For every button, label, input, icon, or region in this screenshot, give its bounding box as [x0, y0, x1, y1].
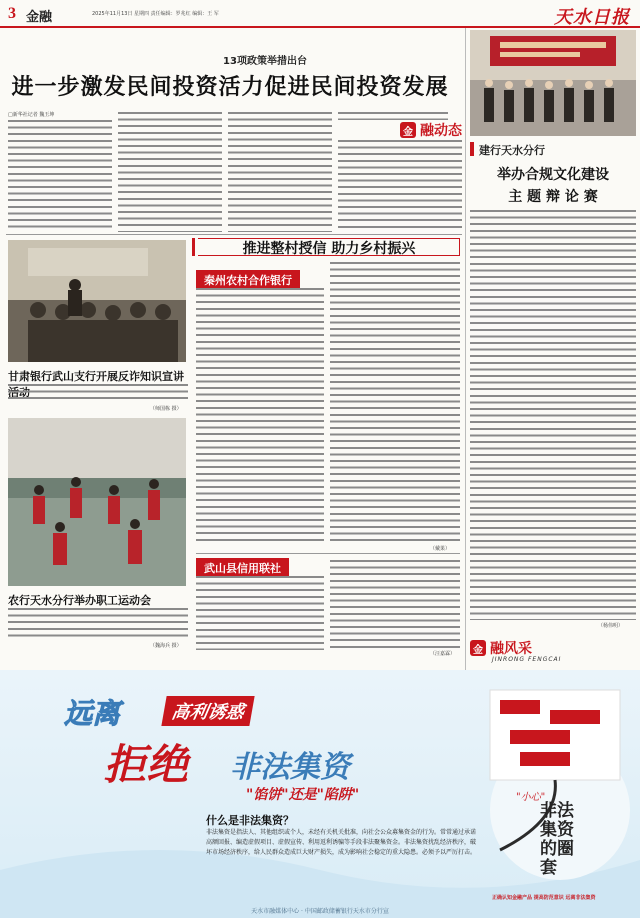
photo-debate-contest [470, 30, 636, 136]
fengcai-label: 融风采 [490, 641, 532, 657]
side-bank-marker [470, 142, 474, 156]
page-number: 3 [8, 5, 16, 22]
caption-knowledge-lecture: 甘肃银行武山支行开展反诈知识宣讲活动 [8, 370, 184, 399]
center-divider [196, 553, 460, 554]
side-title-line1: 举办合规文化建设 [497, 167, 609, 183]
debate-text [470, 210, 636, 620]
ad-jujue: 拒绝 [104, 740, 189, 789]
bank-label-qinzhou: 秦州农村合作银行 [196, 270, 300, 290]
lead-text-col4-top [338, 112, 448, 120]
bank-label-wushan: 武山县信用联社 [196, 558, 289, 578]
story2-author: （魏海兵 摄） [150, 643, 182, 649]
story1-author: （师国栋 摄） [150, 406, 182, 412]
ad-side-big: 非法集资的圈套 [540, 801, 574, 878]
debate-author: （杨伟明） [598, 623, 624, 629]
jin-icon: 金 [400, 122, 416, 138]
ad-quote: "馅饼"还是"陷阱" [246, 787, 360, 803]
story2-text [8, 608, 188, 640]
dongtai-tag [400, 120, 462, 140]
lead-kicker: 13项政策举措出台 [223, 56, 307, 67]
newspaper-logo: 天水日报 [554, 7, 630, 27]
lead-byline: □新华社记者 魏玉坤 [8, 112, 55, 118]
section-divider [6, 234, 462, 235]
lead-text-col1 [8, 120, 112, 232]
lead-headline: 进一步激发民间投资活力促进民间投资发展 [11, 75, 449, 100]
qinzhou-text-col2 [330, 262, 460, 544]
fengcai-tag [470, 638, 532, 658]
lead-text-col3 [228, 112, 332, 232]
ad-gaoli: 高利诱惑 [161, 696, 254, 726]
fengcai-en: JINRONG FENGCAI [492, 656, 562, 663]
caption-sports-meeting: 农行天水分行举办职工运动会 [8, 594, 151, 607]
page-header [0, 0, 640, 28]
side-bank-name: 建行天水分行 [479, 144, 545, 157]
ad-body: 非法集资是指法人、其他组织或个人，未经有关机关批准，向社会公众募集资金的行为。常常通过承诺高额回报、编造虚假项目、虚假宣传、利用返利诱骗等手段非法聚集资金。非法集资扰乱经济秩序，破坏市场经济秩序，给人民群众造成巨大财产损失，成为影响社会稳定的重大隐患。必须予以严厉打击。 [206, 829, 477, 856]
header-meta: 2025年11月13日 星期四 责任编辑：罗兆红 编辑：王 军 [92, 11, 219, 17]
ad-warning: 正确认知金融产品 提高防范意识 远离非法集资 [492, 895, 596, 901]
photo-knowledge-lecture [8, 240, 186, 362]
lead-text-col2 [118, 112, 222, 232]
wushan-end: （汪嘉霖） [430, 651, 456, 657]
qinzhou-end: （戴果） [430, 546, 451, 552]
ad-yuanli: 远离 [64, 697, 121, 730]
ad-footer: 天水市融媒体中心 · 中国邮政储蓄银行天水市分行宣 [251, 908, 389, 915]
column-divider [465, 28, 466, 708]
ad-feifa: 非法集资 [230, 750, 350, 785]
side-title-line2: 主 题 辩 论 赛 [508, 189, 598, 205]
dongtai-label: 融动态 [420, 123, 462, 139]
jin-icon: 金 [470, 640, 486, 656]
photo-sports-meeting [8, 418, 186, 586]
center-headline: 推进整村授信 助力乡村振兴 [242, 241, 416, 257]
qinzhou-text-col1 [196, 288, 324, 544]
lead-text-col4 [338, 140, 462, 232]
wushan-text-col1 [196, 576, 324, 650]
ad-question: 什么是非法集资？ [206, 814, 294, 827]
center-headline-bar [192, 238, 195, 256]
ad-banner [0, 670, 640, 918]
section-name: 金融 [26, 10, 53, 25]
wushan-text-col2 [330, 560, 460, 648]
story1-text [8, 384, 188, 404]
ad-side-small: "小心" [516, 792, 546, 803]
